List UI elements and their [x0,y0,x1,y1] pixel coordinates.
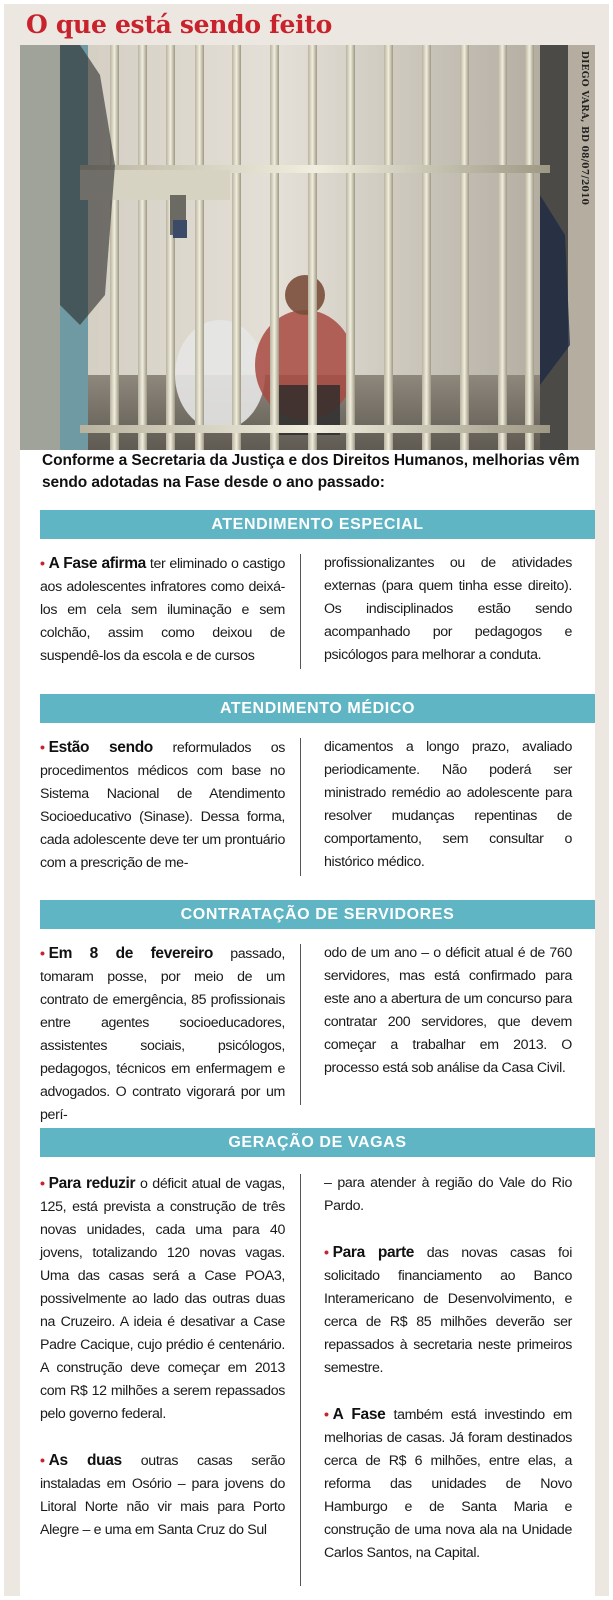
bullet-icon: • [40,946,45,962]
column-divider [300,944,301,1105]
paragraph-lead: Em 8 de fevereiro [48,945,213,962]
column-divider [300,738,301,876]
section-2-right-column [324,736,572,874]
paragraph-lead: Para reduzir [48,1175,136,1192]
bullet-icon: • [40,1176,45,1192]
photo-credit: DIEGO VARA, BD 08/07/2010 [579,51,589,206]
section-1-continuation: profissionalizantes ou de atividades externas (para quem tinha esse direito). Os indisciplinados estão sendo acompanhado por pedagogos e psicólogos para melhorar a conduta. [324,555,572,663]
headline: O que está sendo feito [26,10,332,39]
paragraph-text: passado, tomaram posse, por meio de um contrato de emergência, 85 profissionais entre agentes socioeducadores, assistentes sociais, psicólogos, pedagogos, técnicos em enfermagem e advogados. O contrato vigorará por um perí- [40,946,286,1123]
bullet-icon: • [40,1453,45,1469]
section-2-left-column [40,736,285,875]
bullet-icon: • [40,556,45,572]
section-2-paragraph [40,736,285,875]
section-header-geracao-vagas: GERAÇÃO DE VAGAS [40,1128,595,1157]
article-body [20,450,595,1596]
paragraph-lead: Para parte [332,1244,415,1261]
section-3-continuation: odo de um ano – o déficit atual é de 760 servidores, mas está confirmado para este ano a abertura de um concurso para contratar 200 servidores, que devem começar a trabalhar em 2013. O processo está sob análise da Casa Civil. [324,945,572,1076]
paragraph-text: ter eliminado o castigo aos adolescentes infratores como deixá-los em cela sem iluminação e sem colchão, assim como deixou de suspendê-los da escola e de cursos [40,556,285,664]
bullet-icon: • [40,740,45,756]
section-1-paragraph [40,552,285,668]
paragraph-text: das novas casas foi solicitado financiamento ao Banco Interamericano de Desenvolvimento, e cerca de R$ 85 milhões deverão ser repassados à secretaria neste primeiros semestre. [324,1245,572,1376]
section-4-paragraph-2 [40,1449,285,1542]
bullet-icon: • [324,1407,329,1423]
column-divider [300,1174,301,1586]
section-3-right-column [324,942,572,1080]
section-4-continuation: – para atender à região do Vale do Rio Pardo. [324,1175,572,1214]
section-header-atendimento-especial: ATENDIMENTO ESPECIAL [40,510,595,539]
paragraph-lead: As duas [48,1452,122,1469]
section-4-right-column [324,1172,572,1565]
intro-text: Conforme a Secretaria da Justiça e dos Direitos Humanos, melhorias vêm sendo adotadas na Fase desde o ano passado: [42,452,580,491]
paragraph-text: o déficit atual de vagas, 125, está prevista a construção de três novas unidades, cada uma para 40 jovens, totalizando 120 novas vagas. Uma das casas será a Case POA3, possivelmente ao lado das outras duas na Cruzeiro. A ideia é desativar a Case Padre Cacique, cujo prédio é centenário. A construção deve começar em 2013 com R$ 12 milhões a serem repassados pelo governo federal. [40,1176,285,1422]
section-header-atendimento-medico: ATENDIMENTO MÉDICO [40,694,595,723]
paragraph-lead: A Fase afirma [48,555,146,572]
section-2-continuation: dicamentos a longo prazo, avaliado periodicamente. Não poderá ser ministrado remédio ao adolescente para resolver mudanças repentinas de comportamento, sem consultar o histórico médico. [324,739,572,870]
paragraph-text: outras casas serão instaladas em Osório – para jovens do Litoral Norte não vir mais para Porto Alegre – e uma em Santa Cruz do Sul [40,1453,285,1538]
section-3-paragraph [40,942,285,1127]
section-4-paragraph-3 [324,1241,572,1380]
bullet-icon: • [324,1245,329,1261]
section-4-left-column [40,1172,285,1542]
section-header-contratacao-servidores: CONTRATAÇÃO DE SERVIDORES [40,900,595,929]
section-1-left-column [40,552,285,668]
paragraph-lead: Estão sendo [48,739,153,756]
paragraph-lead: A Fase [332,1406,386,1423]
column-divider [300,554,301,669]
paragraph-text: também está investindo em melhorias de casas. Já foram destinados cerca de R$ 6 milhões, entre elas, a reforma das unidades de Novo Hamburgo e de Santa Maria e construção de uma nova ala na Unidade Carlos Santos, na Capital. [324,1407,572,1561]
section-3-left-column [40,942,285,1127]
section-4-paragraph-4 [324,1403,572,1565]
prison-cell-photo [20,45,595,450]
section-1-right-column [324,552,572,667]
paragraph-text: reformulados os procedimentos médicos com base no Sistema Nacional de Atendimento Socioeducativo (Sinase). Dessa forma, cada adolescente deve ter um prontuário com a prescrição de me- [40,740,285,871]
section-4-paragraph-1 [40,1172,285,1426]
